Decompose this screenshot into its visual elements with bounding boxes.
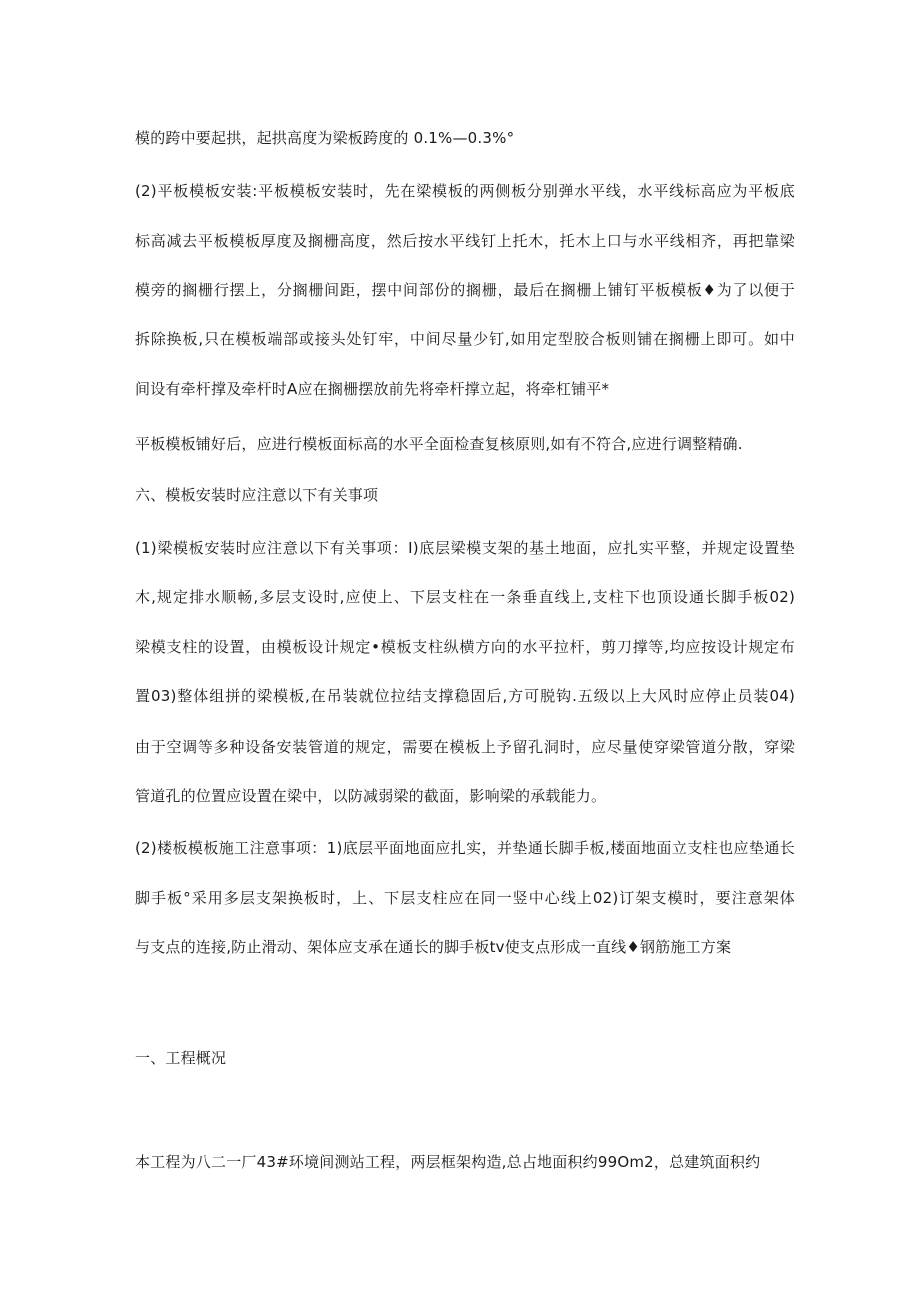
paragraph-line: 标高减去平板模板厚度及搁栅高度，然后按水平线钉上托木，托木上口与水平线相齐，再把靠梁 (135, 232, 795, 250)
paragraph-line: 模旁的搁栅行摆上，分搁栅间距，摆中间部份的搁栅，最后在搁栅上铺钉平板模板♦为了以便于 (135, 281, 795, 299)
paragraph-line: 木,规定排水顺畅,多层支设时,应使上、下层支柱在一条垂直线上,支柱下也顶设通长脚手板02) (135, 588, 795, 606)
paragraph-line: 间设有牵杆撑及牵杆时A应在搁栅摆放前先将牵杆撑立起，将牵杠铺平* (135, 380, 610, 398)
paragraph-line: (1)梁模板安装时应注意以下有关事项：I)底层梁模支架的基土地面，应扎实平整，并规定设置垫 (135, 539, 795, 557)
paragraph-line: 模的跨中要起拱，起拱高度为梁板跨度的 0.1%—0.3%° (135, 129, 515, 147)
paragraph-line: (2)楼板模板施工注意事项：1)底层平面地面应扎实，并垫通长脚手板,楼面地面立支柱也应垫通长 (135, 839, 795, 857)
paragraph-line: (2)平板模板安装:平板模板安装时，先在梁模板的两侧板分别弹水平线，水平线标高应为平板底 (135, 182, 795, 200)
paragraph-line: 由于空调等多种设备安装管道的规定，需要在模板上予留孔洞时，应尽量使穿梁管道分散，穿梁 (135, 738, 795, 756)
paragraph-line: 置03)整体组拼的梁模板,在吊装就位拉结支撑稳固后,方可脱钩.五级以上大风时应停止员装04) (135, 687, 795, 705)
paragraph-line: 本工程为八二一厂43#环境间测站工程，两层框架构造,总占地面积约99Om2，总建筑面积约 (135, 1153, 761, 1171)
paragraph-line: 拆除换板,只在模板端部或接头处钉牢，中间尽量少钉,如用定型胶合板则铺在搁栅上即可。如中 (135, 330, 795, 348)
paragraph-line: 与支点的连接,防止滑动、架体应支承在通长的脚手板tv使支点形成一直线♦钢筋施工方案 (135, 938, 732, 956)
section-heading: 一、工程概况 (135, 1049, 227, 1067)
paragraph-line: 平板模板铺好后，应进行模板面标高的水平全面检查复核原则,如有不符合,应进行调整精确. (135, 435, 743, 453)
paragraph-line: 管道孔的位置应设置在梁中，以防减弱梁的截面，影响梁的承载能力。 (135, 787, 607, 805)
paragraph-line: 梁模支柱的设置，由模板设计规定•模板支柱纵横方向的水平拉杆，剪刀撑等,均应按设计规定布 (135, 638, 795, 656)
section-heading: 六、模板安装时应注意以下有关事项 (135, 486, 379, 504)
paragraph-line: 脚手板°采用多层支架换板时，上、下层支柱应在同一竖中心线上02)订架支模时，要注意架体 (135, 889, 795, 907)
